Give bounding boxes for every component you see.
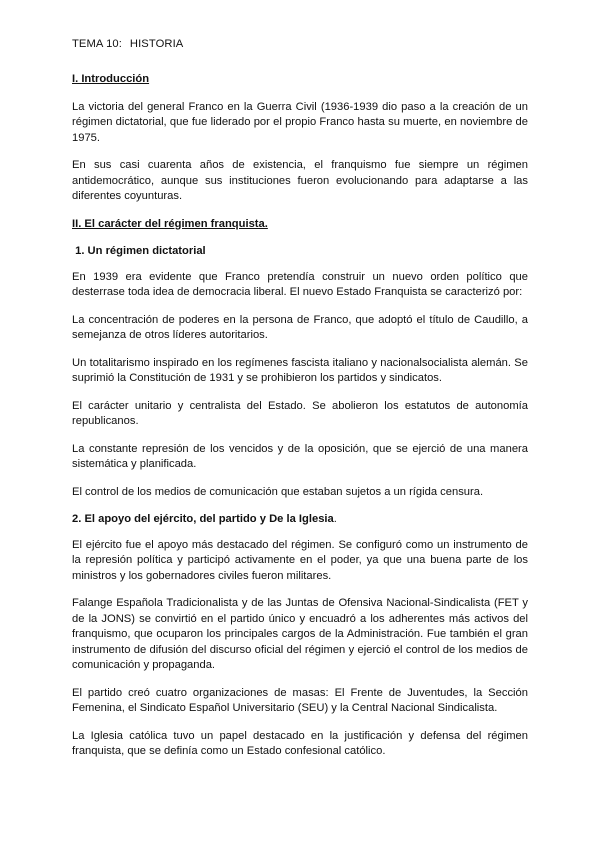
subsection-2-paragraph-1: El ejército fue el apoyo más destacado del régimen. Se configuró como un instrumento de la represión política y participó activamente en el poder, ya que una buena parte de los ministros y los gobernadores civiles fueron militares. (72, 538, 528, 582)
subsection-1-paragraph-3: Un totalitarismo inspirado en los regímenes fascista italiano y nacionalsocialista alemán. Se suprimió la Constitución de 1931 y se prohibieron los partidos y sindicatos. (72, 356, 528, 384)
header-materia: HISTORIA (129, 38, 184, 50)
intro-heading: I. Introducción (72, 73, 150, 85)
subsection-1-paragraph-5: La constante represión de los vencidos y de la oposición, que se ejerció de una manera sistemática y planificada. (72, 442, 528, 470)
subsection-1-heading (72, 244, 528, 260)
subsection-2-paragraph-4: La Iglesia católica tuvo un papel destacado en la justificación y defensa del régimen franquista, que se definía como un Estado confesional católico. (72, 729, 528, 757)
page-header (72, 37, 183, 53)
subsection-1-paragraph-4: El carácter unitario y centralista del Estado. Se abolieron los estatutos de autonomía republicanos. (72, 399, 528, 427)
subsection-2-paragraph-3: El partido creó cuatro organizaciones de masas: El Frente de Juventudes, la Sección Femenina, el Sindicato Español Universitario (SEU) y la Central Nacional Sindicalista. (72, 686, 528, 714)
intro-paragraph-2: En sus casi cuarenta años de existencia, el franquismo fue siempre un régimen antidemocrático, aunque sus instituciones fueron evolucionando para adaptarse a las diferentes coyunturas. (72, 159, 528, 202)
subsection-1-paragraph-6: El control de los medios de comunicación que estaban sujetos a un rígida censura. (72, 485, 484, 498)
subsection-1-title: 1. Un régimen dictatorial (75, 245, 206, 257)
subsection-1-paragraph-1: En 1939 era evidente que Franco pretendía construir un nuevo orden político que desterrase toda idea de democracia liberal. El nuevo Estado Franquista se caracterizó por: (72, 270, 528, 298)
intro-paragraph-1: La victoria del general Franco en la Guerra Civil (1936-1939 dio paso a la creación de un régimen dictatorial, que fue liderado por el propio Franco hasta su muerte, en noviembre de 1975. (72, 100, 528, 144)
subsection-2-title-period: . (333, 513, 337, 525)
subsection-2-title: 2. El apoyo del ejército, del partido y De la Iglesia (72, 513, 334, 525)
subsection-2-heading (72, 512, 528, 528)
section-2-heading: II. El carácter del régimen franquista. (72, 217, 268, 230)
header-tema: TEMA 10: (72, 38, 122, 50)
document-body (72, 72, 528, 772)
subsection-2-paragraph-2: Falange Española Tradicionalista y de las Juntas de Ofensiva Nacional-Sindicalista (FET y de la JONS) se convirtió en el partido único y encuadró a los adherentes más activos del franquismo, que ocuparon los principales cargos de la Administración. Fue también el gran instrumento de difusión del discurso oficial del régimen y ejerció el control de los medios de comunicación y propaganda. (72, 597, 528, 671)
subsection-1-paragraph-2: La concentración de poderes en la persona de Franco, que adoptó el título de Caudillo, a semejanza de otros líderes autoritarios. (72, 313, 528, 341)
